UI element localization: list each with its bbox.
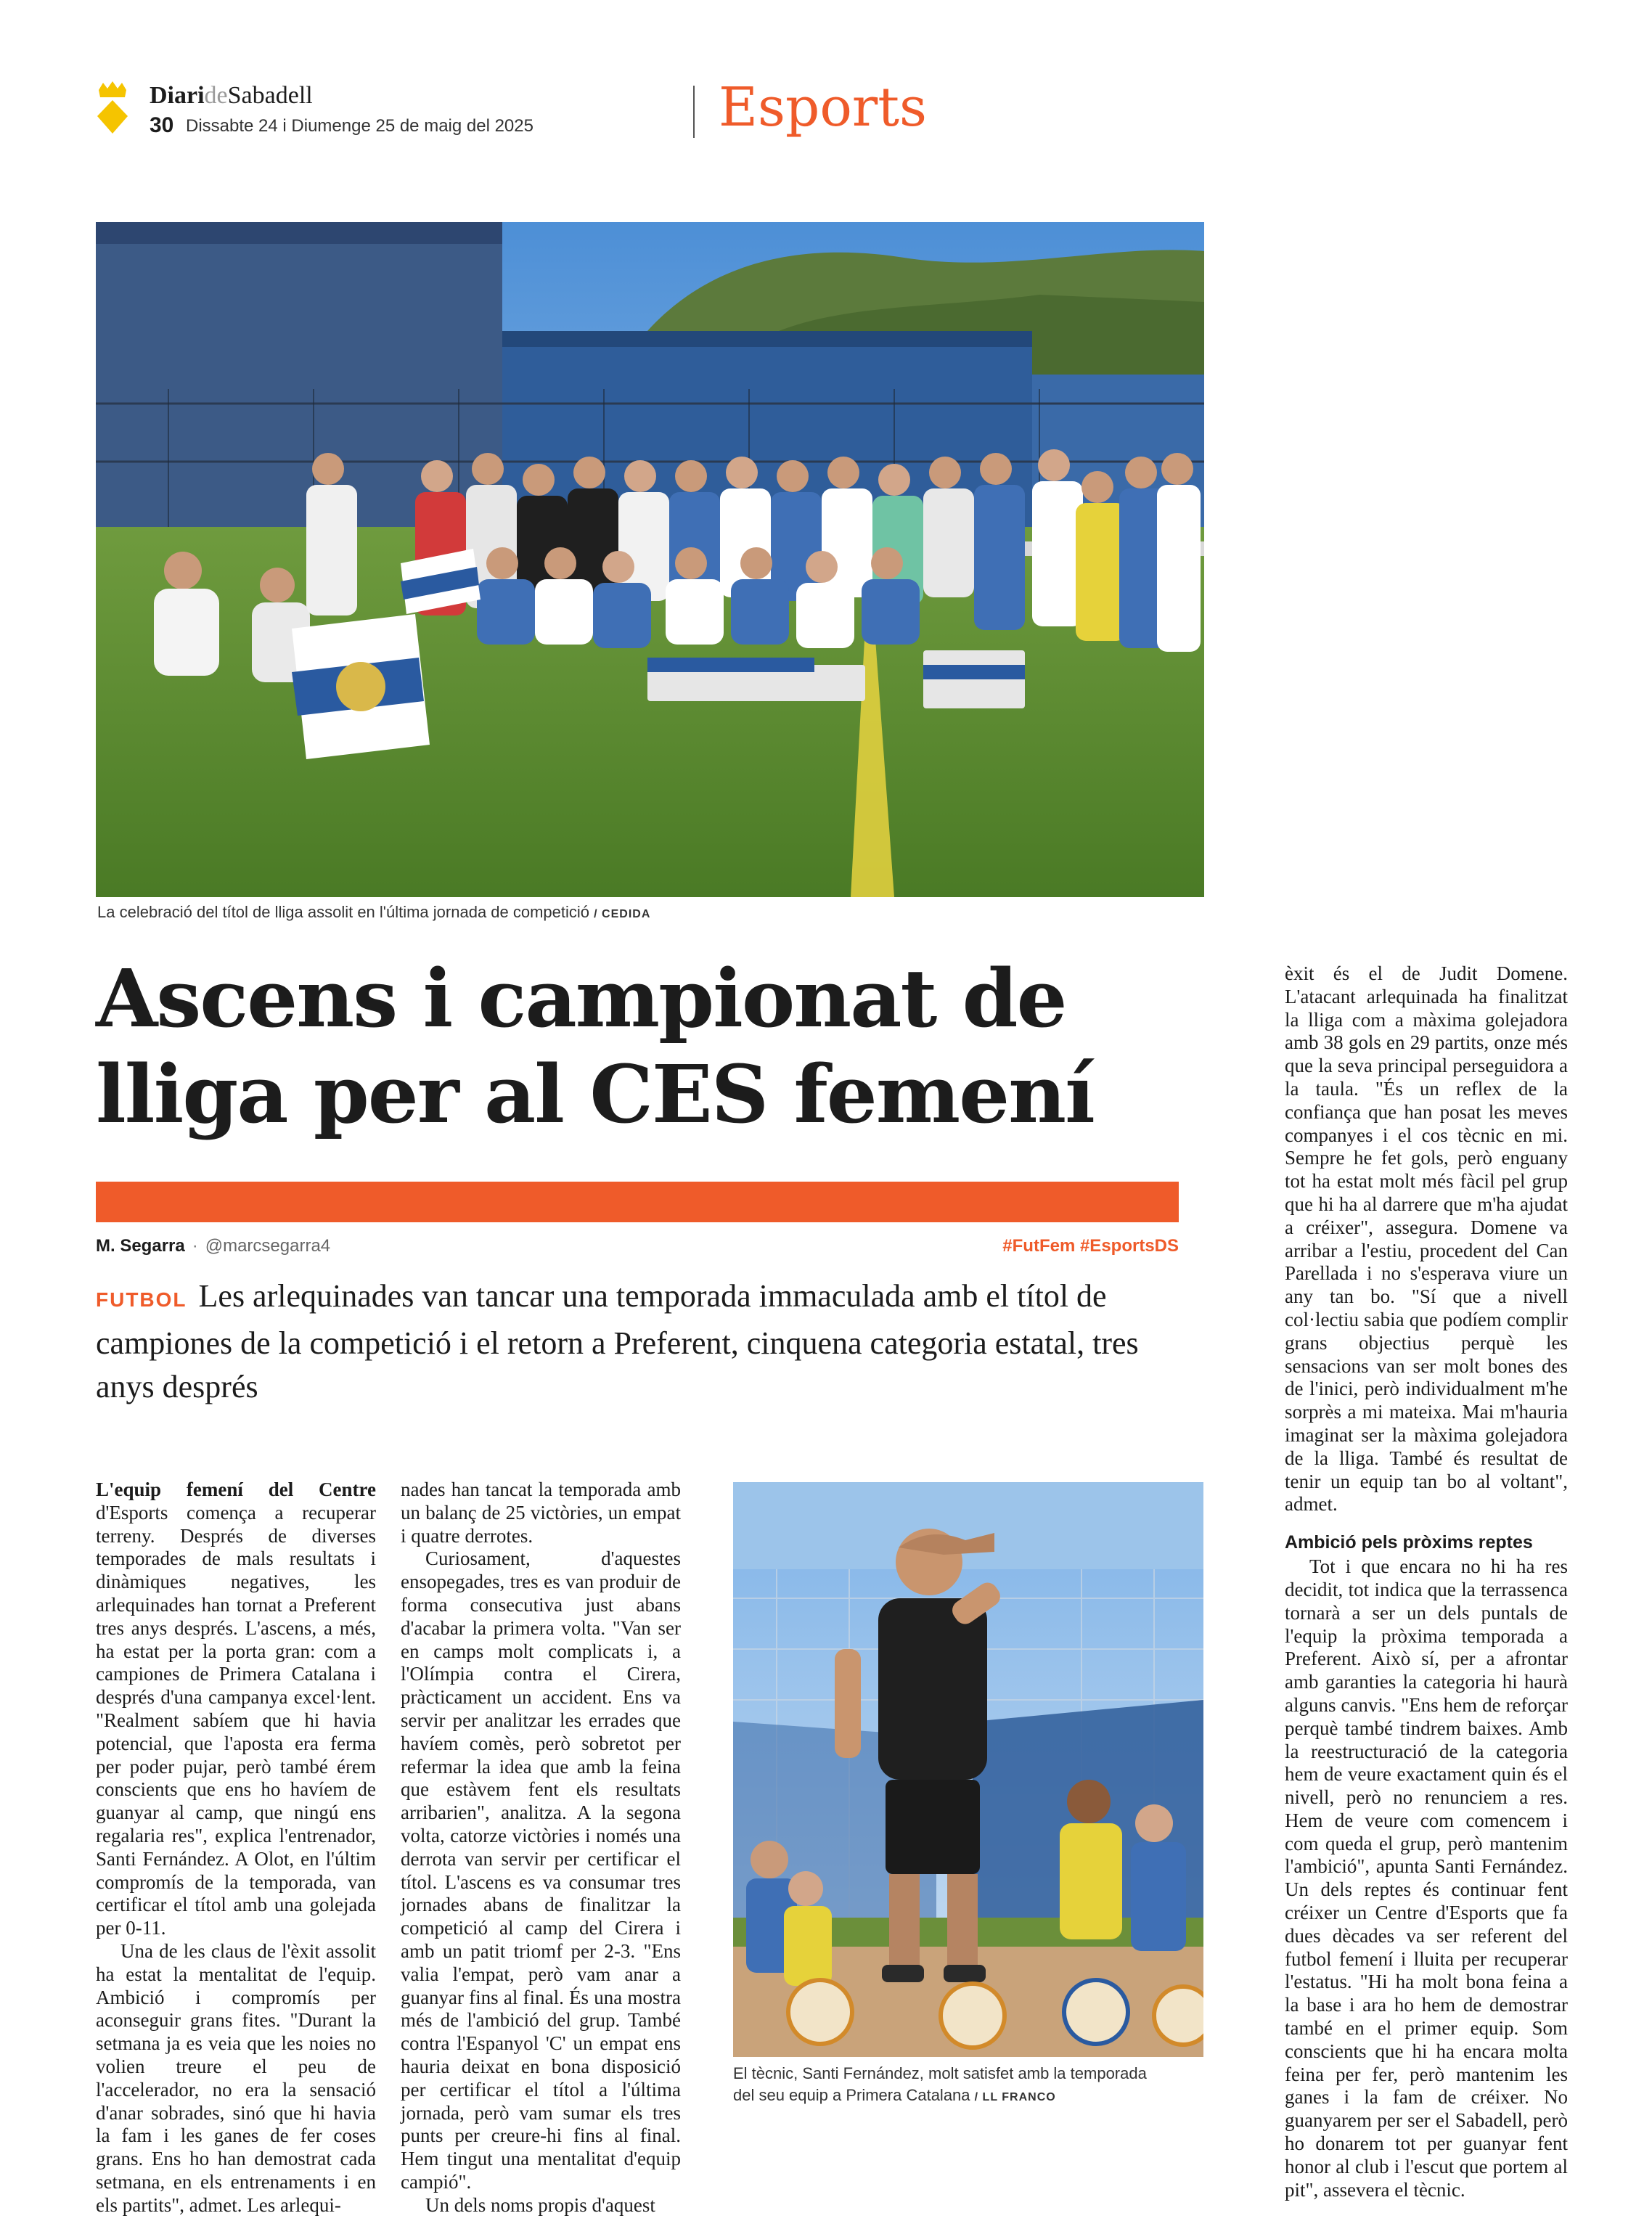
- coach-caption-line-2: del seu equip a Primera Catalana: [733, 2086, 970, 2104]
- byline: [96, 1235, 330, 1257]
- author-handle[interactable]: @marcsegarra4: [205, 1236, 331, 1256]
- header-divider: [693, 86, 695, 138]
- coach-photo-credit: / LL FRANCO: [974, 2091, 1056, 2103]
- paragraph: Curiosament, d'aquestes ensopegades, tres es van produir de forma consecutiva just abans d'acabar la primera volta. "Van ser en camps molt complicats i, a l'Olímpia contra el Cirera, pràcticament un accident. Ens va servir per analitzar les errades que havíem comès, però sobretot per refermar la idea que amb la feina que estàvem fent els resultats arribarien", analitza. A la segona volta, catorze victòries i només una derrota van servir per certificar el títol. L'ascens es va consumar tres jornades abans de finalitzar la competició al camp del Cirera i amb un patit triomf per 2-3. "Ens valia l'empat, però vam anar a guanyar fins al final. És una mostra més de l'ambició del grup. També contra l'Espanyol 'C' un empat ens hauria deixat en bona disposició per certificar el títol a l'última jornada, però vam sumar els tres punts per creure-hi fins al final. Hem tingut una mentalitat d'equip campió".: [401, 1547, 681, 2193]
- lead-in: L'equip femení del Centre: [96, 1478, 376, 1500]
- coach-photo-caption: [733, 2063, 1212, 2109]
- team-celebration-photo: [96, 222, 1204, 897]
- article-subhead: [96, 1275, 1185, 1409]
- article-column-1: [96, 1478, 376, 2217]
- newspaper-name: DiarideSabadell: [150, 82, 313, 109]
- headline-accent-bar: [96, 1182, 1179, 1222]
- page-number: 30: [150, 113, 174, 137]
- headline-line-2: lliga per al CES femení: [96, 1047, 1094, 1141]
- section-title: Esports: [719, 76, 928, 139]
- hashtags[interactable]: #FutFem #EsportsDS: [1002, 1236, 1179, 1256]
- article-column-2: [401, 1478, 681, 2217]
- main-photo-credit: / CEDIDA: [594, 908, 651, 920]
- section-kicker: FUTBOL: [96, 1288, 187, 1311]
- paragraph: nades han tancat la temporada amb un balanç de 25 victòries, un empat i quatre derrotes.: [401, 1478, 681, 1547]
- paragraph: L'equip femení del Centre d'Esports comença a recuperar terreny. Després de diverses temporades de mals resultats i dinàmiques negatives, les arlequinades han tornat a Preferent tres anys després. L'ascens, a més, ha estat per la porta gran: com a campiones de Primera Catalana i després d'una campanya excel·lent. "Realment sabíem que hi havia potencial, que l'aposta era ferma per poder pujar, però també érem conscients que ens ho havíem de guanyar al camp, que ningú ens regalaria res", explica l'entrenador, Santi Fernández. A Olot, en l'últim compromís de la temporada, van certificar el títol amb una golejada per 0-11.: [96, 1478, 376, 1939]
- subhead-text: Les arlequinades van tancar una temporada immaculada amb el títol de campiones de la competició i el retorn a Preferent, cinquena categoria estatal, tres anys després: [96, 1278, 1139, 1404]
- intertitle: Ambició pels pròxims reptes: [1285, 1532, 1533, 1553]
- article-column-4: [1285, 962, 1568, 2201]
- main-photo-caption: La celebració del títol de lliga assolit en l'última jornada de competició / CEDIDA: [97, 903, 651, 921]
- coach-photo: [733, 1482, 1203, 2057]
- coach-caption-line-1: El tècnic, Santi Fernández, molt satisfet amb la temporada: [733, 2064, 1147, 2082]
- byline-separator: ·: [192, 1236, 198, 1256]
- paragraph: Una de les claus de l'èxit assolit ha estat la mentalitat de l'equip. Ambició i compromís per aconseguir grans fites. "Durant la setmana ja es veia que les noies no volien treure el peu de l'accelerador, no era la sensació d'anar sobrades, sinó que hi havia la fam i les ganes de fer coses grans. Ens ho han demostrat cada setmana, en els entrenaments i en els partits", admet. Les arlequi-: [96, 1939, 376, 2216]
- newspaper-logo-icon: [96, 80, 129, 135]
- issue-date: Dissabte 24 i Diumenge 25 de maig del 2025: [186, 116, 533, 136]
- headline-line-1: Ascens i campionat de: [96, 952, 1066, 1045]
- paragraph: Tot i que encara no hi ha res decidit, tot indica que la terrassenca tornarà a ser un dels puntals de l'equip la pròxima temporada a Preferent. Això sí, per a afrontar amb garanties la categoria hi haurà alguns canvis. "Ens hem de reforçar perquè també tindrem baixes. Amb la reestructuració de la categoria hem de veure exactament quin és el nivell, però no renunciem a res. Hem de veure com comencem i com queda el grup, però mantenim l'ambició", apunta Santi Fernández. Un dels reptes és continuar fent créixer un Centre d'Esports que fa dues dècades va ser referent del futbol femení i lluita per recuperar l'estatus. "Hi ha molt bona feina a la base i ara ho hem de demostrar també en el primer equip. Som conscients que hi ha encara molta feina per fer, però mantenim les ganes i la fam de créixer. No guanyarem per ser el Sabadell, però ho donarem tot per guanyar fent honor al club i l'escut que portem al pit", assevera el tècnic.: [1285, 1555, 1568, 2201]
- paragraph: èxit és el de Judit Domene. L'atacant arlequinada ha finalitzat la lliga com a màxima golejadora amb 38 gols en 29 partits, onze més que la seva principal perseguidora a la taula. "És un reflex de la confiança que han posat les meves companyes i el cos tècnic en mi. Sempre he fet gols, però enguany tot ha estat molt més fàcil pel grup que hi ha al darrere que m'ha ajudat a créixer", assegura. Domene va arribar a l'estiu, procedent del Can Parellada i no s'esperava viure un any tan bo. "Sí que a nivell col·lectiu sabia que podíem complir grans objectius perquè les sensacions van ser molt bones des de l'inici, però individualment m'he sorprès a mi mateixa. Mai m'hauria imaginat ser la màxima golejadora de la lliga. També és resultat de tenir un equip tan bo al voltant", admet.: [1285, 962, 1568, 1516]
- article-headline: [96, 951, 1206, 1142]
- author-name: M. Segarra: [96, 1236, 185, 1256]
- paragraph: Un dels noms propis d'aquest: [425, 2193, 655, 2216]
